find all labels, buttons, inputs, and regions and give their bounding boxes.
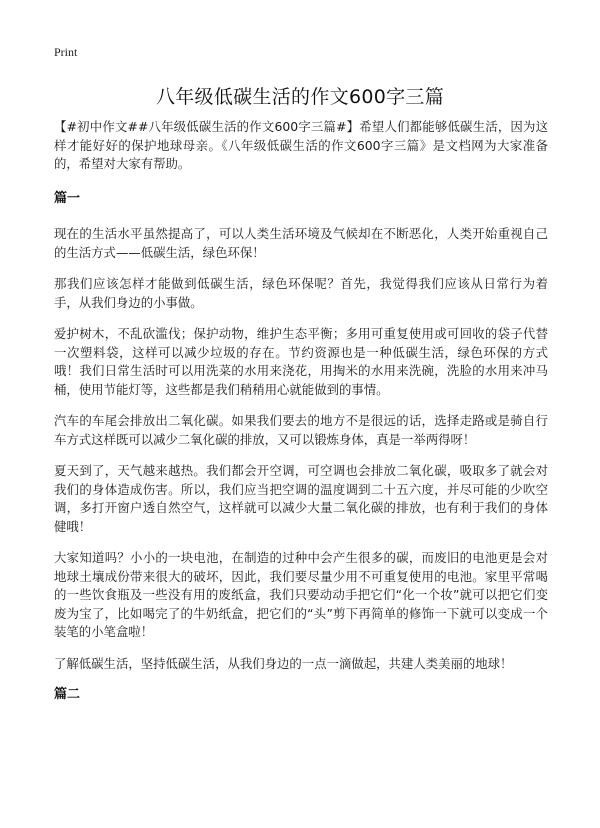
print-label: Print bbox=[54, 45, 78, 59]
paragraph: 了解低碳生活，坚持低碳生活，从我们身边的一点一滴做起，共建人类美丽的地球！ bbox=[54, 655, 513, 671]
paragraph: 爱护树木，不乱砍滥伐；保护动物，维护生态平衡；多用可重复使用或可回收的袋子代替一次塑料袋，这样可以减少垃圾的存在。节约资源也是一种低碳生活，绿色环保的方式哦！我们日常生活时可以用洗菜的水用来浇花，用掏米的水用来洗碗，洗脸的水用来冲马桶，使用节能灯等，这些都是我们稍稍用心就能做到的事情。 bbox=[54, 326, 548, 397]
paragraph: 汽车的车尾会排放出二氧化碳。如果我们要去的地方不是很远的话，选择走路或是骑自行车方式这样既可以减少二氧化碳的排放，又可以锻炼身体，真是一举两得呀！ bbox=[54, 413, 548, 447]
paragraph: 那我们应该怎样才能做到低碳生活，绿色环保呢？首先，我觉得我们应该从日常行为着手，从我们身边的小事做。 bbox=[54, 276, 548, 310]
paragraph: 现在的生活水平虽然提高了，可以人类生活环境及气候却在不断恶化，人类开始重视自己的生活方式——低碳生活，绿色环保！ bbox=[54, 226, 548, 260]
paragraph: 夏天到了，天气越来越热。我们都会开空调，可空调也会排放二氧化碳，吸取多了就会对我们的身体造成伤害。所以，我们应当把空调的温度调到二十五六度，并尽可能的少吹空调，多打开窗户透自然空气，这样就可以减少大量二氧化碳的排放，也有利于我们的身体健哦！ bbox=[54, 463, 548, 534]
page-title: 八年级低碳生活的作文600字三篇 bbox=[155, 86, 445, 108]
section-heading-1: 篇一 bbox=[54, 190, 81, 206]
intro-paragraph: 【#初中作文##八年级低碳生活的作文600字三篇#】希望人们都能够低碳生活，因为这样才能好好的保护地球母亲。《八年级低碳生活的作文600字三篇》是文档网为大家准备的，希望对大家有帮助。 bbox=[54, 119, 548, 171]
section-heading-2: 篇二 bbox=[54, 687, 81, 702]
paragraph: 大家知道吗？小小的一块电池，在制造的过种中会产生很多的碳，而废旧的电池更是会对地球土壤成份带来很大的破坏，因此，我们要尽量少用不可重复使用的电池。家里平常喝的一些饮食瓶及一些没有用的废纸盒，我们只要动动手把它们“化一个妆”就可以把它们变废为宝了，比如喝完了的牛奶纸盒，把它们的“头”剪下再简单的修饰一下就可以变成一个装笔的小笔盒啦！ bbox=[54, 550, 548, 639]
article-body bbox=[54, 118, 548, 722]
